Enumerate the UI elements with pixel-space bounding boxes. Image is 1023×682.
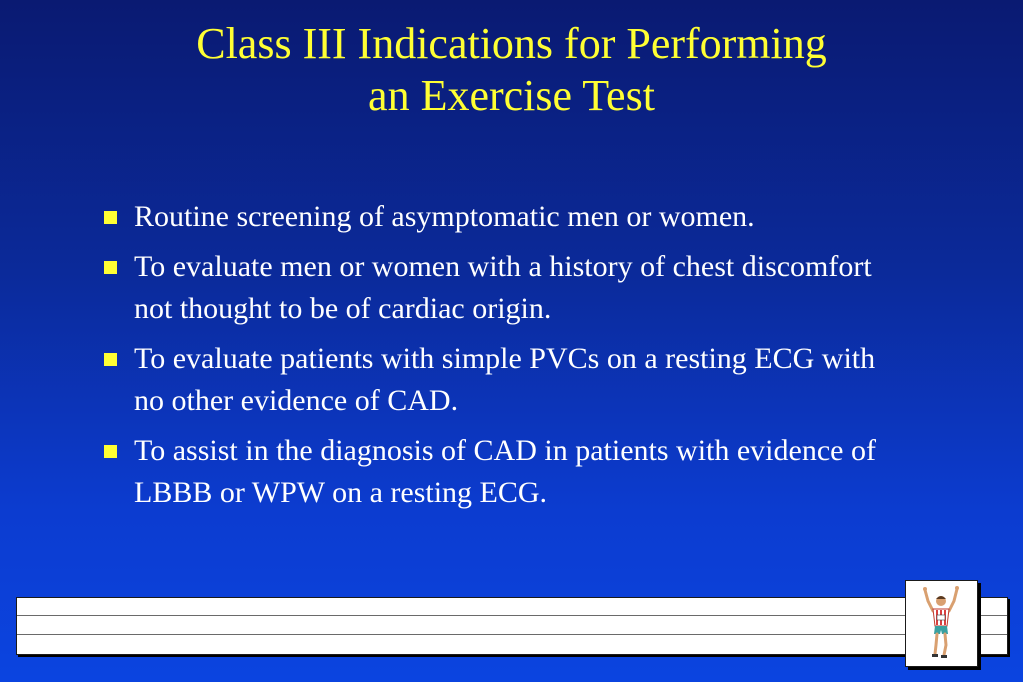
square-bullet-icon (104, 445, 117, 458)
bullet-text: Routine screening of asymptomatic men or women. (134, 200, 755, 233)
title-line-2: an Exercise Test (368, 71, 655, 120)
title-line-1: Class III Indications for Performing (196, 19, 827, 68)
square-bullet-icon (104, 353, 117, 366)
square-bullet-icon (104, 261, 117, 274)
bullet-list (100, 196, 900, 522)
runner-image-frame (905, 580, 978, 667)
bullet-item (100, 246, 900, 330)
bullet-item (100, 338, 900, 422)
runner-figure-icon (906, 581, 977, 666)
bullet-text: To evaluate patients with simple PVCs on a resting ECG with no other evidence of CAD. (134, 342, 876, 417)
bar-divider (17, 634, 1007, 635)
decorative-bottom-bar (16, 597, 1008, 655)
slide-title (0, 18, 1023, 122)
bullet-text: To evaluate men or women with a history of chest discomfort not thought to be of cardiac origin. (134, 250, 872, 325)
bar-divider (17, 615, 1007, 616)
square-bullet-icon (104, 211, 117, 224)
bullet-text: To assist in the diagnosis of CAD in patients with evidence of LBBB or WPW on a resting ECG. (134, 434, 876, 509)
bullet-item (100, 196, 900, 238)
bullet-item (100, 430, 900, 514)
